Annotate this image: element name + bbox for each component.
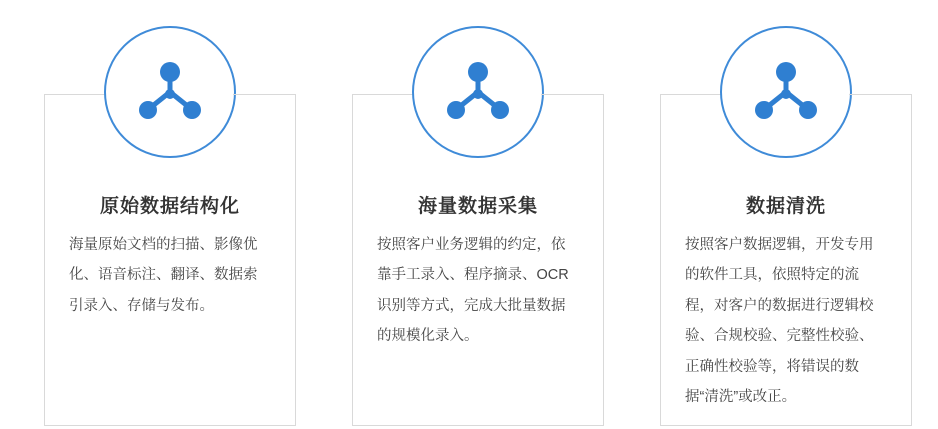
feature-card-2: [352, 94, 604, 426]
network-node-icon: [442, 61, 514, 123]
feature-card-1-body: 海量原始文档的扫描、影像优化、语音标注、翻译、数据索引录入、存储与发布。: [69, 237, 258, 314]
feature-card-1-icon-circle: [104, 26, 236, 158]
feature-card-3-icon-circle: [720, 26, 852, 158]
feature-card-2-title: 海量数据采集: [417, 196, 538, 217]
network-node-icon: [134, 61, 206, 123]
network-node-icon: [750, 61, 822, 123]
feature-card-3-body: 按照客户数据逻辑，开发专用的软件工具，依照特定的流程，对客户的数据进行逻辑校验、合规校验、完整性校验、正确性校验等，将错误的数据“清洗”或改正。: [685, 237, 874, 406]
feature-card-3: [660, 94, 912, 426]
feature-card-1: [44, 94, 296, 426]
feature-card-2-icon-circle: [412, 26, 544, 158]
feature-card-1-title: 原始数据结构化: [99, 196, 240, 217]
feature-card-2-body: 按照客户业务逻辑的约定，依靠手工录入、程序摘录、OCR识别等方式，完成大批量数据的规模化录入。: [377, 237, 569, 345]
feature-card-3-title: 数据清洗: [745, 196, 826, 217]
